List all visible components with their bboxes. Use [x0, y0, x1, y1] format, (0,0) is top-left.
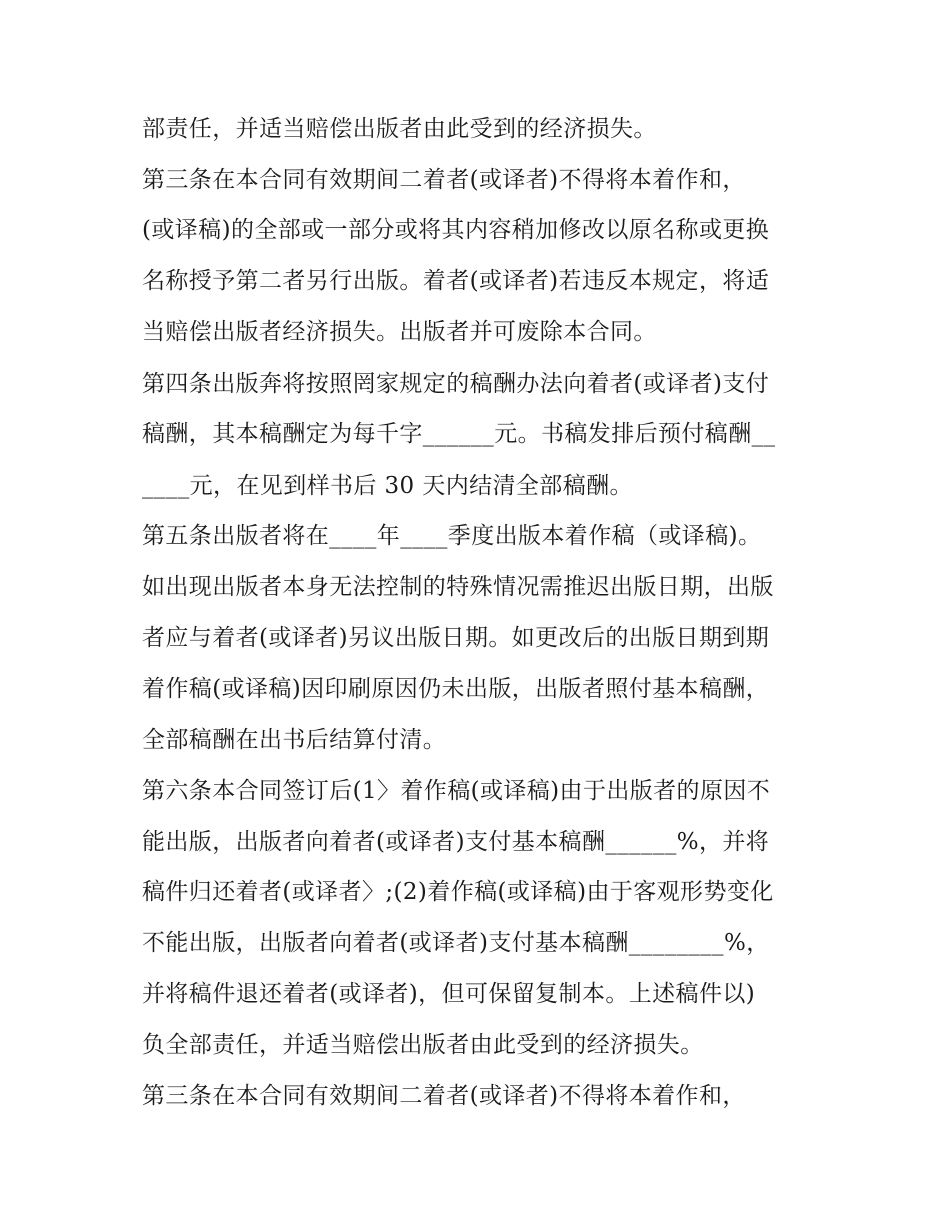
- text-line: 如出现出版者本身无法控制的特殊情况需推迟出版日期，出版: [142, 574, 774, 600]
- text-line: 部责任，并适当赔偿出版者由此受到的经济损失。: [142, 116, 657, 142]
- text-line: 当赔偿出版者经济损失。出版者并可废除本合同。: [142, 319, 657, 345]
- text-line: 稿件归还着者(或译者〉;(2)着作稿(或译稿)由于客观形势变化: [142, 879, 774, 905]
- text-line: 负全部责任，并适当赔偿出版者由此受到的经济损失。: [142, 1032, 704, 1058]
- text-line: 第三条在本合同有效期间二着者(或译者)不得将本着作和，: [142, 1083, 746, 1109]
- text-line: 第六条本合同签订后(1〉着作稿(或译稿)由于出版者的原因不: [142, 778, 771, 804]
- text-line: ____元，在见到样书后 30 天内结清全部稿酬。: [142, 473, 633, 499]
- text-line: 稿酬，其本稿酬定为每千字______元。书稿发排后预付稿酬__: [142, 421, 776, 447]
- text-line: 名称授予第二者另行出版。着者(或译者)若违反本规定，将适: [142, 268, 770, 294]
- text-line: 能出版，出版者向着者(或译者)支付基本稿酬______%，并将: [142, 829, 770, 855]
- text-line: 第三条在本合同有效期间二着者(或译者)不得将本着作和，: [142, 167, 746, 193]
- text-line: 全部稿酬在出书后结算付清。: [142, 727, 447, 753]
- text-line: 第四条出版奔将按照罔家规定的稿酬办法向着者(或译者)支付: [142, 371, 770, 397]
- text-line: 着作稿(或译稿)因印刷原因仍未出版，出版者照付基本稿酬，: [142, 676, 770, 702]
- text-line: 不能出版，出版者向着者(或译者)支付基本稿酬________%，: [142, 930, 770, 956]
- text-line: (或译稿)的全部或一部分或将其内容稍加修改以原名称或更换: [142, 217, 770, 243]
- text-line: 并将稿件退还着者(或译者)，但可保留复制本。上述稿件以): [142, 981, 756, 1007]
- text-line: 者应与着者(或译者)另议出版日期。如更改后的出版日期到期: [142, 625, 770, 651]
- text-line: 第五条出版者将在____年____季度出版本着作稿（或译稿)。: [142, 523, 762, 549]
